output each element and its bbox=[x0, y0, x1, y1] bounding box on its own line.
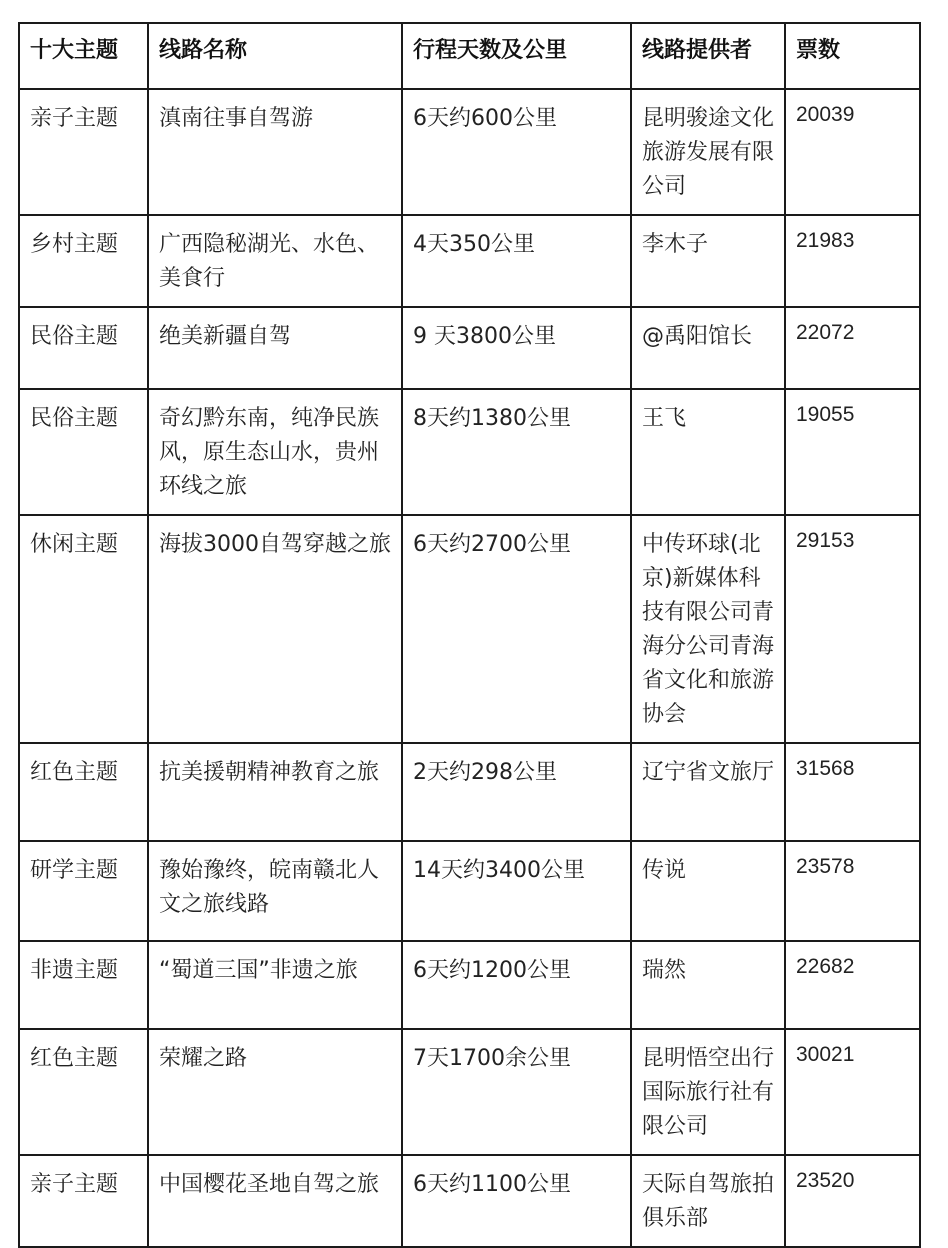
cell-theme: 民俗主题 bbox=[19, 307, 148, 389]
cell-votes: 21983 bbox=[785, 215, 920, 307]
table-row bbox=[19, 389, 920, 515]
header-days-distance: 行程天数及公里 bbox=[402, 23, 631, 89]
cell-route-name: 海拔3000自驾穿越之旅 bbox=[148, 515, 402, 743]
cell-days-distance: 8天约1380公里 bbox=[402, 389, 631, 515]
table-row bbox=[19, 515, 920, 743]
cell-route-name: 广西隐秘湖光、水色、美食行 bbox=[148, 215, 402, 307]
cell-theme: 研学主题 bbox=[19, 841, 148, 941]
cell-route-name: 中国樱花圣地自驾之旅 bbox=[148, 1155, 402, 1247]
cell-days-distance: 14天约3400公里 bbox=[402, 841, 631, 941]
header-route-name: 线路名称 bbox=[148, 23, 402, 89]
cell-provider: @禹阳馆长 bbox=[631, 307, 785, 389]
route-vote-table-container bbox=[18, 22, 921, 1248]
cell-theme: 乡村主题 bbox=[19, 215, 148, 307]
cell-days-distance: 2天约298公里 bbox=[402, 743, 631, 841]
cell-provider: 天际自驾旅拍俱乐部 bbox=[631, 1155, 785, 1247]
cell-theme: 红色主题 bbox=[19, 1029, 148, 1155]
table-row bbox=[19, 941, 920, 1029]
cell-votes: 30021 bbox=[785, 1029, 920, 1155]
cell-provider: 王飞 bbox=[631, 389, 785, 515]
table-row bbox=[19, 841, 920, 941]
cell-votes: 19055 bbox=[785, 389, 920, 515]
cell-theme: 亲子主题 bbox=[19, 1155, 148, 1247]
table-row bbox=[19, 307, 920, 389]
cell-votes: 22072 bbox=[785, 307, 920, 389]
cell-route-name: 奇幻黔东南，纯净民族风，原生态山水，贵州环线之旅 bbox=[148, 389, 402, 515]
cell-provider: 传说 bbox=[631, 841, 785, 941]
table-header-row bbox=[19, 23, 920, 89]
table-row bbox=[19, 89, 920, 215]
cell-days-distance: 6天约2700公里 bbox=[402, 515, 631, 743]
cell-days-distance: 6天约1100公里 bbox=[402, 1155, 631, 1247]
cell-provider: 昆明骏途文化旅游发展有限公司 bbox=[631, 89, 785, 215]
cell-votes: 29153 bbox=[785, 515, 920, 743]
cell-theme: 红色主题 bbox=[19, 743, 148, 841]
cell-provider: 李木子 bbox=[631, 215, 785, 307]
cell-route-name: “蜀道三国”非遗之旅 bbox=[148, 941, 402, 1029]
cell-days-distance: 9 天3800公里 bbox=[402, 307, 631, 389]
table-row bbox=[19, 215, 920, 307]
cell-route-name: 滇南往事自驾游 bbox=[148, 89, 402, 215]
cell-route-name: 荣耀之路 bbox=[148, 1029, 402, 1155]
cell-theme: 非遗主题 bbox=[19, 941, 148, 1029]
cell-days-distance: 4天350公里 bbox=[402, 215, 631, 307]
cell-votes: 23520 bbox=[785, 1155, 920, 1247]
cell-days-distance: 6天约1200公里 bbox=[402, 941, 631, 1029]
cell-theme: 亲子主题 bbox=[19, 89, 148, 215]
cell-route-name: 抗美援朝精神教育之旅 bbox=[148, 743, 402, 841]
table-row bbox=[19, 743, 920, 841]
header-provider: 线路提供者 bbox=[631, 23, 785, 89]
cell-theme: 休闲主题 bbox=[19, 515, 148, 743]
cell-days-distance: 6天约600公里 bbox=[402, 89, 631, 215]
header-votes: 票数 bbox=[785, 23, 920, 89]
cell-provider: 中传环球(北京)新媒体科技有限公司青海分公司青海省文化和旅游协会 bbox=[631, 515, 785, 743]
route-vote-table bbox=[18, 22, 921, 1248]
cell-votes: 20039 bbox=[785, 89, 920, 215]
cell-route-name: 绝美新疆自驾 bbox=[148, 307, 402, 389]
table-row bbox=[19, 1155, 920, 1247]
header-theme: 十大主题 bbox=[19, 23, 148, 89]
cell-provider: 昆明悟空出行国际旅行社有限公司 bbox=[631, 1029, 785, 1155]
cell-votes: 22682 bbox=[785, 941, 920, 1029]
cell-votes: 31568 bbox=[785, 743, 920, 841]
cell-days-distance: 7天1700余公里 bbox=[402, 1029, 631, 1155]
cell-votes: 23578 bbox=[785, 841, 920, 941]
table-row bbox=[19, 1029, 920, 1155]
cell-theme: 民俗主题 bbox=[19, 389, 148, 515]
cell-provider: 瑞然 bbox=[631, 941, 785, 1029]
cell-route-name: 豫始豫终，皖南赣北人文之旅线路 bbox=[148, 841, 402, 941]
cell-provider: 辽宁省文旅厅 bbox=[631, 743, 785, 841]
